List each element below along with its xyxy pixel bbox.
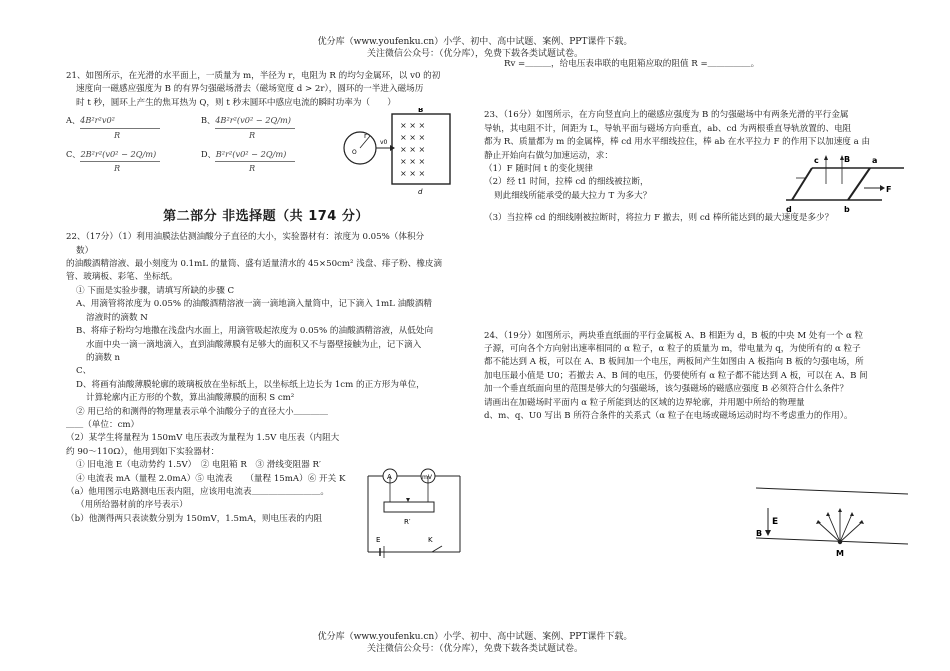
q23-line: 导轨，其电阻不计，间距为 L，导轨平面与磁场方向垂直，ab、cd 为两根垂直导轨放置的、电阻 xyxy=(484,123,852,134)
rheostat-slider xyxy=(406,498,410,502)
footer-line-2: 关注微信公众号：（优分库），免费下载各类试题试卷。 xyxy=(366,644,583,654)
label-d: d xyxy=(786,205,792,214)
option-numerator: 2B²r²(v0² − 2Q/m) xyxy=(80,149,157,160)
q21-option-b xyxy=(201,114,336,142)
q21-line: 21、如图所示，在光滑的水平面上，一质量为 m，半径为 r，电阻为 R 的均匀金属环，以 v0 的初 xyxy=(66,71,441,81)
svg-text:× × ×: × × × xyxy=(400,145,426,154)
q22-line: 计算轮廓内正方形的个数，算出油酸薄膜的面积 S cm² xyxy=(86,393,295,404)
label-b: b xyxy=(844,205,850,214)
q21-line: 时 t 秒，圆环上产生的焦耳热为 Q，则 t 秒末圆环中感应电流的瞬时功率为（ ） xyxy=(76,97,396,108)
q21-figure xyxy=(340,108,462,198)
ammeter-label: A xyxy=(387,473,392,481)
option-denominator: R xyxy=(80,128,160,142)
page-header xyxy=(0,36,950,60)
q21-options xyxy=(66,114,346,176)
header-line-1: 优分库（www.youfenku.cn）小学、初中、高中试题、案例、PPT课件下载。 xyxy=(317,37,633,47)
q22-line: ④ 电流表 mA（量程 2.0mA）⑤ 电流表 （量程 15mA）⑥ 开关 K xyxy=(76,473,346,484)
q24-line: 加电压最小值是 U0；若撤去 A、B 间的电压，仍要使所有 α 粒子都不能达到 A 板，可以在 A、B 间 xyxy=(484,370,868,381)
option-label: A、 xyxy=(66,115,81,126)
q23-line: （1）F 随时间 t 的变化规律 xyxy=(484,164,594,175)
q24-figure xyxy=(756,470,908,564)
field-width-label: d xyxy=(418,188,423,196)
q22-line: A、用滴管将浓度为 0.05% 的油酸酒精溶液一滴一滴地滴入量筒中，记下滴入 1mL 油酸酒精 xyxy=(76,299,432,310)
label-f: F xyxy=(886,185,892,194)
svg-text:× × ×: × × × xyxy=(400,121,426,130)
option-denominator: R xyxy=(215,128,295,142)
ring-label-v: v0 xyxy=(380,139,388,146)
footer-line-1: 优分库（www.youfenku.cn）小学、初中、高中试题、案例、PPT课件下载。 xyxy=(317,632,633,642)
source-m xyxy=(838,540,842,544)
switch-label: K xyxy=(428,536,433,544)
q22-line: （b）他测得两只表读数分别为 150mV，1.5mA，则电压表的内阻 xyxy=(66,513,323,524)
q22-line: C、 xyxy=(76,366,92,377)
q22-line: ＿＿（单位：cm） xyxy=(66,419,140,430)
q23-line: 静止开始向右做匀加速运动，求： xyxy=(484,150,613,161)
q22-line: （a）他用图示电路测电压表内阻，应该用电流表＿＿＿＿＿＿＿＿。 xyxy=(66,486,329,497)
q22-line: （2）某学生将量程为 150mV 电压表改为量程为 1.5V 电压表（内阻大 xyxy=(66,433,340,444)
ring-label-o: O xyxy=(352,149,357,156)
q22-line: 的滴数 n xyxy=(86,352,121,363)
page-footer xyxy=(0,631,950,655)
q24-line: d、m、q、U0 写出 B 所符合条件的关系式（α 粒子在电场或磁场运动时均不考虑重力的作用）。 xyxy=(484,411,853,422)
option-numerator: B²r²(v0² − 2Q/m) xyxy=(215,149,287,160)
label-plate-b: B xyxy=(756,529,763,538)
field-crosses xyxy=(400,121,425,178)
option-denominator: R xyxy=(80,161,160,175)
q23-line: （2）经 t1 时间，拉棒 cd 的细线被拉断， xyxy=(484,177,649,188)
label-source-m: M xyxy=(836,549,844,558)
q21-option-c xyxy=(66,148,201,176)
rod-ab xyxy=(848,168,870,200)
q22-line: 的油酸酒精溶液、最小刻度为 0.1mL 的量筒、盛有适量清水的 45×50cm² 浅盘、痱子粉、橡皮滴 xyxy=(66,259,443,270)
q22-continuation: Rv =＿＿＿，给电压表串联的电阻箱应取的阻值 R =＿＿＿＿＿。 xyxy=(504,59,760,69)
svg-text:× × ×: × × × xyxy=(400,157,426,166)
option-label: C、 xyxy=(66,149,81,160)
rod-cd xyxy=(792,168,812,200)
label-c: c xyxy=(814,156,819,165)
section-title: 第二部分 非选择题（共 174 分） xyxy=(163,208,369,224)
option-denominator: R xyxy=(215,161,295,175)
q21-option-d xyxy=(201,148,336,176)
header-line-2: 关注微信公众号：（优分库），免费下载各类试题试卷。 xyxy=(366,49,583,59)
svg-text:× × ×: × × × xyxy=(400,169,426,178)
q24-line: 都不能达到 A 板，可以在 A、B 板间加一个电压，两板间产生如图由 A 板指向 B 板的匀强电场，所 xyxy=(484,357,864,368)
q22-line: D、将画有油酸薄膜轮廓的玻璃板放在坐标纸上，以坐标纸上边长为 1cm 的正方形为单位， xyxy=(76,379,425,390)
rheostat-label: R′ xyxy=(404,518,411,526)
plate-b xyxy=(756,538,908,544)
label-a: a xyxy=(872,156,878,165)
q23-line: 都为 R、质量都为 m 的金属棒，棒 cd 用水平细线拉住，棒 ab 在水平拉力 F 的作用下以加速度 a 由 xyxy=(484,137,871,148)
option-label: D、 xyxy=(201,149,216,160)
q22-line: 22、（17分）（1）利用油膜法估测油酸分子直径的大小，实验器材有：浓度为 0.05%（体积分 xyxy=(66,232,425,243)
q24-line: 请画出在加磁场时平面内 α 粒子所能到达的区域的边界轮廓，并用题中所给的物理量 xyxy=(484,397,805,408)
q24-line: 24、（19分）如图所示，两块垂直纸面的平行金属板 A、B 相距为 d，B 板的中央 M 处有一个 α 粒 xyxy=(484,330,864,341)
svg-text:× × ×: × × × xyxy=(400,133,426,142)
q22-line: 水面中央一滴一滴地滴入，直到油酸薄膜有足够大的面积又不与器壁接触为止，记下滴入 xyxy=(86,339,422,350)
option-label: B、 xyxy=(201,115,216,126)
q22-line: ① 旧电池 E（电动势约 1.5V） ② 电阻箱 R ③ 滑线变阻器 R′ xyxy=(76,460,321,471)
q22-line: ② 用已给的和测得的物理量表示单个油酸分子的直径大小＿＿＿＿ xyxy=(76,406,328,417)
voltmeter-label: mV xyxy=(422,474,432,481)
q23-line: （3）当拉棒 cd 的细线刚被拉断时，将拉力 F 撤去，则 cd 棒所能达到的最大速度是多少？ xyxy=(484,213,834,224)
q22-line: 溶液时的滴数 N xyxy=(86,312,148,323)
q22-line: B、将痱子粉均匀地撒在浅盘内水面上，用滴管吸起浓度为 0.05% 的油酸酒精溶液，从低处向 xyxy=(76,326,434,337)
label-field-e: E xyxy=(772,517,779,527)
q24-line: 子源，可向各个方向射出速率相同的 α 粒子，α 粒子的质量为 m，带电量为 q，为使所有的 α 粒子 xyxy=(484,344,861,355)
particle-directions xyxy=(818,510,862,542)
right-column xyxy=(484,58,904,424)
q23-line: 则此细线所能承受的最大拉力 T 为多大？ xyxy=(494,190,652,201)
q23-line: 23、（16分）如图所示，在方向竖直向上的磁感应强度为 B 的匀强磁场中有两条光滑的平行金属 xyxy=(484,110,849,121)
q21-option-a xyxy=(66,114,201,142)
q22-line: 数） xyxy=(76,245,94,256)
q21-line: 速度向一磁感应强度为 B 的有界匀强磁场滑去（磁场宽度 d > 2r），圆环的一半进入磁场历 xyxy=(76,84,424,95)
q22-line: （用所给器材前的序号表示） xyxy=(76,500,188,511)
q22-line: ① 下面是实验步骤，请填写所缺的步骤 C xyxy=(76,285,235,296)
label-field-b: B xyxy=(844,155,851,164)
q22-line: 管、玻璃板、彩笔、坐标纸。 xyxy=(66,272,178,283)
rheostat-symbol xyxy=(384,502,434,512)
battery-label: E xyxy=(376,536,381,544)
option-numerator: 4B²r²(v0² − 2Q/m) xyxy=(215,115,291,126)
option-numerator: 4B²r²v0² xyxy=(80,115,115,126)
plate-a xyxy=(756,488,908,494)
q24-line: 加一个垂直纸面向里的范围是够大的匀强磁场，该匀强磁场的磁感应强度 B 必须符合什么条件？ xyxy=(484,384,849,395)
q22-line: 约 90～110Ω），他用到如下实验器材： xyxy=(66,446,220,457)
ring-label-r: r xyxy=(364,132,367,140)
q22-circuit-figure xyxy=(362,462,466,562)
field-label-b: B xyxy=(418,108,424,114)
question-24 xyxy=(484,330,904,424)
q23-figure xyxy=(782,152,908,222)
